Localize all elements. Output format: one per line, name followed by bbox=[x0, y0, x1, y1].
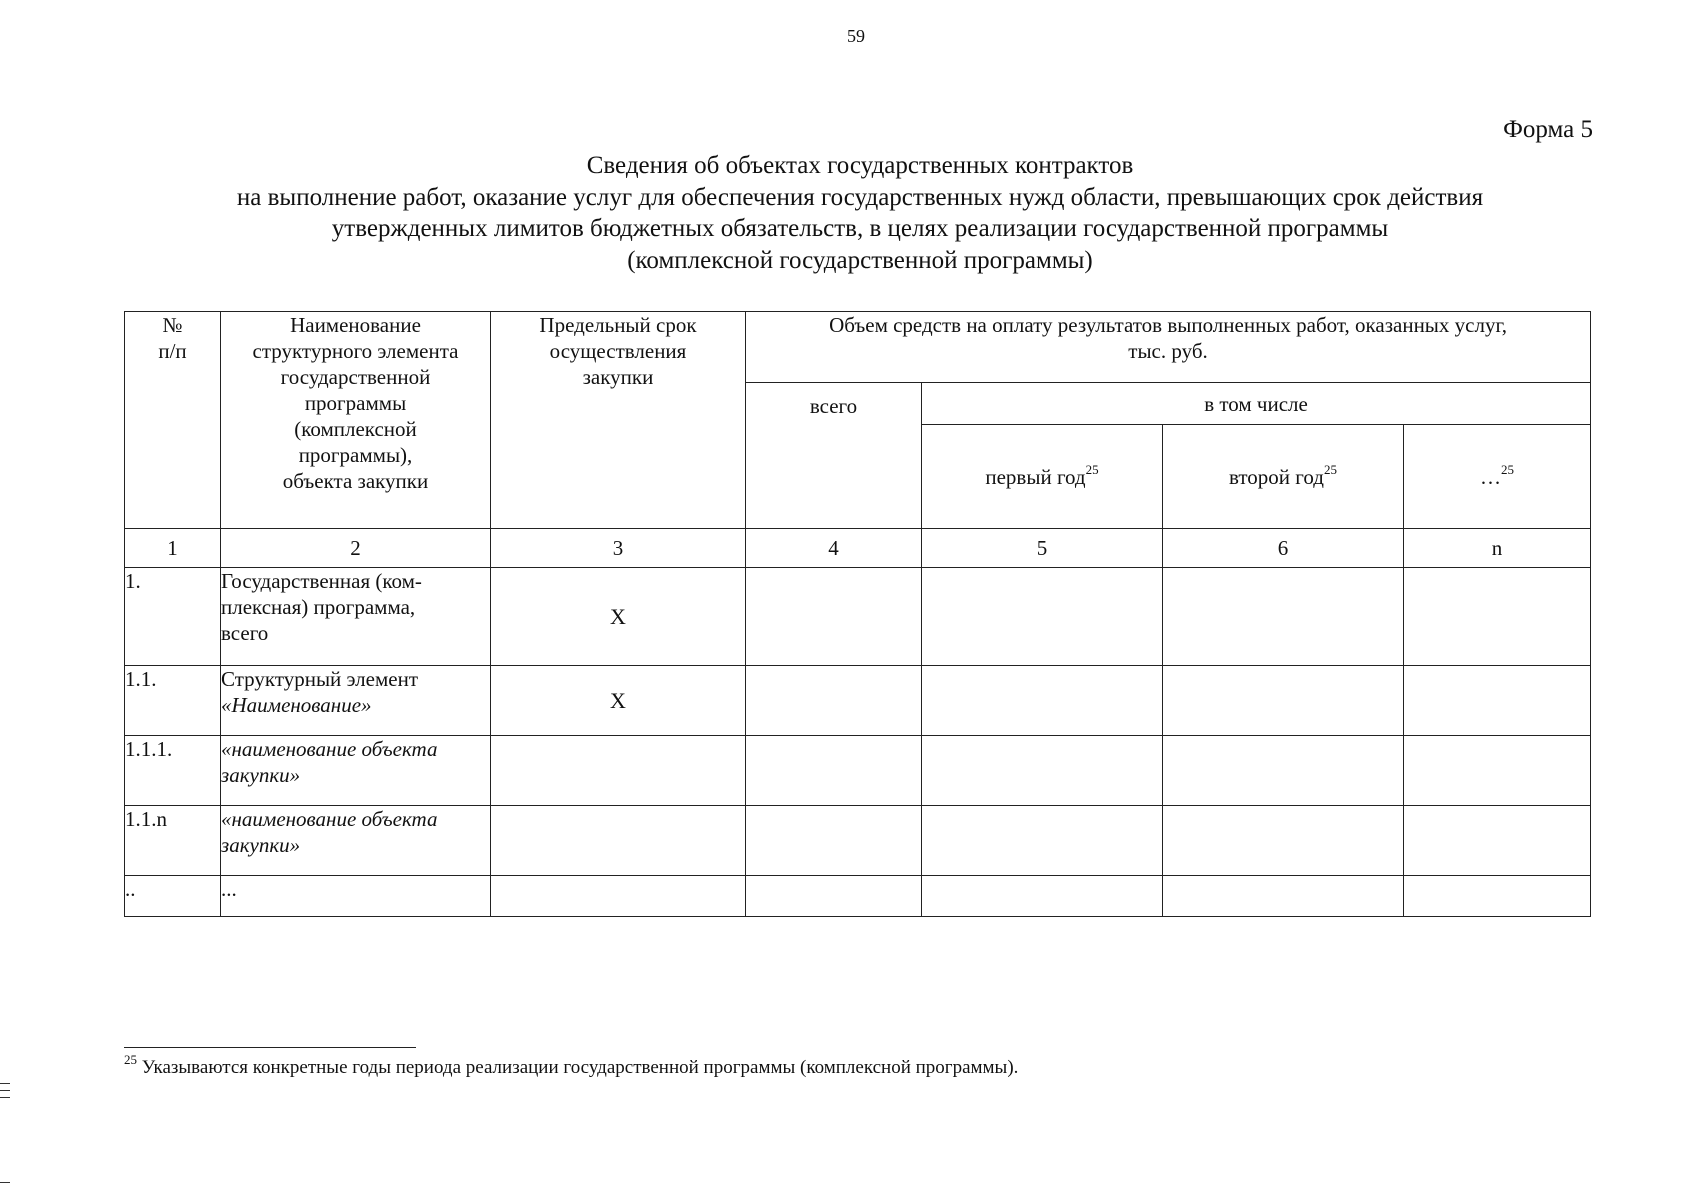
row-code: 1.1.1. bbox=[125, 736, 221, 806]
footnote bbox=[124, 1051, 1019, 1079]
row-deadline: X bbox=[491, 568, 746, 666]
title-line: (комплексной государственной программы) bbox=[627, 246, 1093, 274]
footnote-marker: 25 bbox=[124, 1051, 137, 1067]
header-volume bbox=[746, 312, 1591, 383]
row-code: 1. bbox=[125, 568, 221, 666]
header-deadline-line: Предельный срок bbox=[539, 313, 697, 337]
row-other-years-cell bbox=[1404, 876, 1591, 917]
header-ellipsis-text: … bbox=[1480, 464, 1502, 489]
row-other-years-cell bbox=[1404, 568, 1591, 666]
margin-mark bbox=[0, 1090, 10, 1091]
footnote-ref: 25 bbox=[1323, 461, 1337, 477]
header-second-year bbox=[1163, 425, 1404, 529]
row-first-year-cell bbox=[922, 568, 1163, 666]
row-name bbox=[221, 876, 491, 917]
row-total-cell bbox=[746, 666, 922, 736]
page-number: 59 bbox=[847, 26, 865, 46]
header-name bbox=[221, 312, 491, 529]
row-name-line: Государственная (ком- bbox=[221, 569, 422, 593]
row-name-line: всего bbox=[221, 621, 269, 645]
row-first-year-cell bbox=[922, 876, 1163, 917]
row-first-year-cell bbox=[922, 666, 1163, 736]
row-name-line: ... bbox=[221, 877, 237, 901]
row-total-cell bbox=[746, 568, 922, 666]
row-total-cell bbox=[746, 876, 922, 917]
row-first-year-cell bbox=[922, 806, 1163, 876]
header-first-year bbox=[922, 425, 1163, 529]
contracts-table bbox=[124, 311, 1591, 917]
table-row bbox=[125, 568, 1591, 666]
header-name-line: (комплексной bbox=[294, 417, 417, 441]
header-number bbox=[125, 312, 221, 529]
header-deadline-line: осуществления bbox=[549, 339, 687, 363]
row-other-years-cell bbox=[1404, 666, 1591, 736]
title-line: утвержденных лимитов бюджетных обязательств, в целях реализации государственной программы bbox=[331, 215, 1389, 242]
row-total-cell bbox=[746, 736, 922, 806]
margin-mark bbox=[0, 1083, 10, 1084]
footnote-divider bbox=[124, 1047, 416, 1048]
row-other-years-cell bbox=[1404, 806, 1591, 876]
table-row bbox=[125, 736, 1591, 806]
row-name bbox=[221, 568, 491, 666]
row-second-year-cell bbox=[1163, 736, 1404, 806]
document-title bbox=[90, 150, 1630, 276]
column-number: 2 bbox=[221, 529, 491, 568]
row-code: 1.1.n bbox=[125, 806, 221, 876]
header-name-line: программы bbox=[304, 391, 407, 415]
title-line: на выполнение работ, оказание услуг для обеспечения государственных нужд области, превышающих срок действия bbox=[236, 183, 1484, 211]
table-row bbox=[125, 666, 1591, 736]
column-number: 5 bbox=[922, 529, 1163, 568]
column-number: 3 bbox=[491, 529, 746, 568]
column-number: 1 bbox=[125, 529, 221, 568]
form-label: Форма 5 bbox=[1503, 116, 1593, 143]
title-line: Сведения об объектах государственных контрактов bbox=[586, 152, 1134, 179]
footnote-text: Указываются конкретные годы периода реализации государственной программы (комплексной программы). bbox=[141, 1057, 1019, 1078]
row-name-line: «наименование объекта bbox=[221, 737, 438, 761]
row-second-year-cell bbox=[1163, 876, 1404, 917]
table-row bbox=[125, 876, 1591, 917]
row-code: 1.1. bbox=[125, 666, 221, 736]
header-name-line: программы), bbox=[298, 443, 413, 467]
table-row bbox=[125, 806, 1591, 876]
column-number: n bbox=[1404, 529, 1591, 568]
row-total-cell bbox=[746, 806, 922, 876]
row-second-year-cell bbox=[1163, 666, 1404, 736]
row-name bbox=[221, 666, 491, 736]
row-name bbox=[221, 736, 491, 806]
row-deadline: X bbox=[491, 666, 746, 736]
row-other-years-cell bbox=[1404, 736, 1591, 806]
row-second-year-cell bbox=[1163, 806, 1404, 876]
header-volume-line: тыс. руб. bbox=[1128, 339, 1208, 363]
margin-mark bbox=[0, 1097, 10, 1098]
header-first-year-text: первый год bbox=[985, 464, 1086, 489]
row-name-line: «Наименование» bbox=[221, 693, 372, 717]
header-other-years bbox=[1404, 425, 1591, 529]
row-name-line: плексная) программа, bbox=[221, 595, 416, 619]
row-deadline bbox=[491, 876, 746, 917]
row-name-line: Структурный элемент bbox=[221, 667, 419, 691]
header-deadline bbox=[491, 312, 746, 529]
row-second-year-cell bbox=[1163, 568, 1404, 666]
footnote-ref: 25 bbox=[1085, 461, 1099, 477]
column-number: 4 bbox=[746, 529, 922, 568]
row-name-line: закупки» bbox=[221, 833, 301, 857]
header-second-year-text: второй год bbox=[1229, 464, 1324, 489]
row-name-line: «наименование объекта bbox=[221, 807, 438, 831]
row-deadline bbox=[491, 736, 746, 806]
header-name-line: объекта закупки bbox=[282, 469, 429, 493]
row-deadline bbox=[491, 806, 746, 876]
header-name-line: Наименование bbox=[290, 313, 421, 337]
row-name-line: закупки» bbox=[221, 763, 301, 787]
header-total: всего bbox=[746, 383, 922, 529]
header-number-text: № п/п bbox=[158, 313, 187, 363]
footnote-ref: 25 bbox=[1501, 461, 1515, 477]
header-name-line: государственной bbox=[280, 365, 431, 389]
row-name bbox=[221, 806, 491, 876]
header-name-line: структурного элемента bbox=[252, 339, 459, 363]
row-code: .. bbox=[125, 876, 221, 917]
column-number: 6 bbox=[1163, 529, 1404, 568]
column-number-row bbox=[125, 529, 1591, 568]
margin-mark bbox=[0, 1182, 10, 1183]
row-first-year-cell bbox=[922, 736, 1163, 806]
header-volume-line: Объем средств на оплату результатов выполненных работ, оказанных услуг, bbox=[829, 313, 1507, 337]
header-deadline-line: закупки bbox=[582, 365, 654, 389]
header-including: в том числе bbox=[922, 383, 1591, 425]
